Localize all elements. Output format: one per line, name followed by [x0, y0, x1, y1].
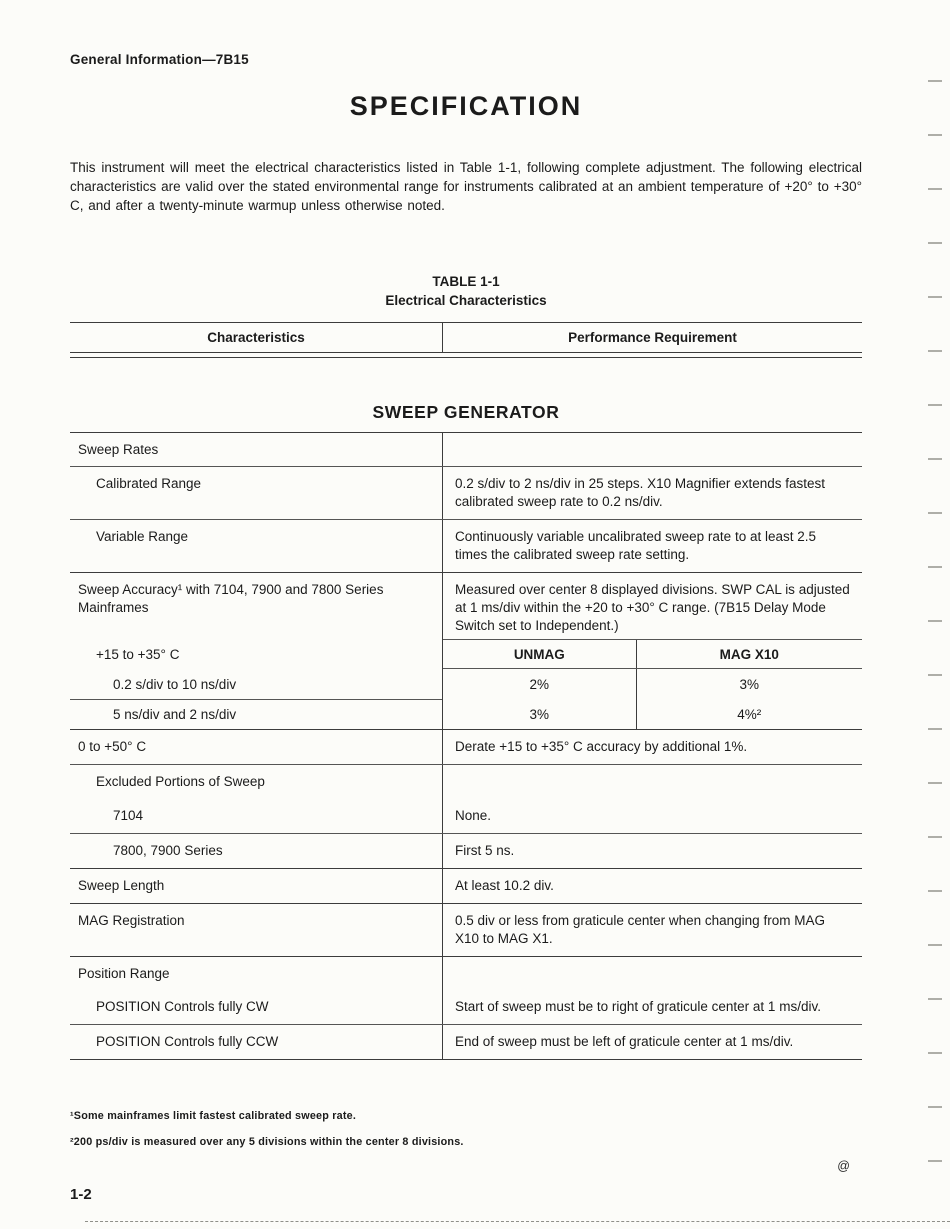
table-row-sweep-length — [70, 869, 862, 904]
table-row-excluded-portions — [70, 765, 862, 799]
subtable-value-mag: 4%² — [737, 707, 762, 723]
row-label: 0 to +50° C — [70, 730, 443, 764]
bottom-scan-line — [85, 1221, 950, 1222]
subtable-header-mag-x10: MAG X10 — [719, 646, 779, 662]
document-header: General Information—7B15 — [70, 52, 249, 67]
subtable-value-unmag: 3% — [443, 700, 637, 729]
accuracy-subtable-header — [443, 639, 862, 669]
table-row-sweep-accuracy — [70, 573, 862, 730]
table-row-position-cw — [70, 990, 862, 1025]
footnote-2: ²200 ps/div is measured over any 5 divisions within the center 8 divisions. — [70, 1135, 464, 1148]
accuracy-subtable-row — [443, 669, 862, 700]
row-label: Sweep Accuracy¹ with 7104, 7900 and 7800 Series Mainframes — [78, 582, 384, 615]
copyright-symbol: @ — [837, 1159, 850, 1173]
scan-artifacts — [928, 28, 942, 1168]
table-row-mag-registration — [70, 904, 862, 957]
page-title: SPECIFICATION — [349, 91, 583, 121]
column-header-characteristics: Characteristics — [70, 323, 443, 352]
row-value: At least 10.2 div. — [455, 877, 554, 893]
double-rule — [70, 352, 862, 358]
row-value: None. — [455, 807, 492, 823]
row-value: 0.2 s/div to 2 ns/div in 25 steps. X10 Magnifier extends fastest calibrated sweep rate to 0.2 ns/div. — [455, 476, 825, 510]
row-label: Excluded Portions of Sweep — [70, 765, 443, 799]
section-heading-sweep-generator: SWEEP GENERATOR — [70, 402, 862, 433]
row-label: 7104 — [70, 799, 443, 833]
footnotes — [70, 1104, 862, 1156]
subtable-row-label: 0.2 s/div to 10 ns/div — [70, 669, 442, 700]
row-label: Variable Range — [70, 520, 443, 572]
page-number: 1-2 — [70, 1185, 92, 1203]
row-label: Sweep Length — [70, 869, 443, 903]
row-label: 7800, 7900 Series — [70, 834, 443, 868]
row-value — [443, 765, 862, 799]
temp-range-label: +15 to +35° C — [96, 646, 180, 662]
footnote-1: ¹Some mainframes limit fastest calibrated sweep rate. — [70, 1109, 357, 1122]
table-row-position-range — [70, 957, 862, 991]
row-value: Continuously variable uncalibrated sweep rate to at least 2.5 times the calibrated sweep rate setting. — [455, 529, 816, 563]
electrical-characteristics-table — [70, 322, 862, 1060]
row-label: POSITION Controls fully CCW — [70, 1025, 443, 1059]
table-row-variable-range — [70, 520, 862, 573]
accuracy-subtable-row — [443, 700, 862, 729]
table-row-derate — [70, 730, 862, 765]
table-subtitle: Electrical Characteristics — [385, 292, 547, 308]
row-value: End of sweep must be left of graticule center at 1 ms/div. — [455, 1034, 794, 1050]
table-row-excluded-7104 — [70, 799, 862, 834]
row-label: MAG Registration — [70, 904, 443, 956]
row-value — [443, 957, 862, 991]
table-title-block — [70, 273, 862, 309]
row-value: 0.5 div or less from graticule center when changing from MAG X10 to MAG X1. — [455, 912, 825, 946]
row-label: Sweep Rates — [70, 433, 443, 467]
row-value: Derate +15 to +35° C accuracy by additional 1%. — [455, 739, 748, 755]
table-row-excluded-7800 — [70, 834, 862, 869]
accuracy-labels — [70, 573, 443, 729]
row-label: Position Range — [70, 957, 443, 991]
page-content — [70, 0, 862, 1203]
subtable-row-label: 5 ns/div and 2 ns/div — [113, 707, 237, 723]
subtable-value-unmag: 2% — [443, 669, 637, 700]
subtable-header-unmag: UNMAG — [443, 640, 637, 668]
intro-paragraph: This instrument will meet the electrical characteristics listed in Table 1-1, following complete adjustment. The following electrical characteristics are valid over the stated environmental range for instruments calibrated at an ambient temperature of +20° to +30° C, and after a twenty-minute warmup unless otherwise noted. — [70, 160, 862, 214]
row-label: POSITION Controls fully CW — [70, 990, 443, 1024]
column-header-performance: Performance Requirement — [568, 329, 737, 345]
accuracy-values — [443, 573, 862, 729]
row-value: Measured over center 8 displayed divisions. SWP CAL is adjusted at 1 ms/div within the +20 to +30° C range. (7B15 Delay Mode Switch set to Independent.) — [455, 582, 850, 634]
row-value: Start of sweep must be to right of graticule center at 1 ms/div. — [455, 999, 821, 1015]
row-label: Calibrated Range — [70, 467, 443, 519]
table-row-sweep-rates — [70, 433, 862, 468]
subtable-value-mag: 3% — [739, 677, 760, 693]
table-row-position-ccw — [70, 1025, 862, 1060]
table-row-calibrated-range — [70, 467, 862, 520]
row-value — [443, 433, 862, 467]
table-header-row — [70, 322, 862, 352]
table-number: TABLE 1-1 — [432, 274, 500, 290]
row-value: First 5 ns. — [455, 842, 515, 858]
